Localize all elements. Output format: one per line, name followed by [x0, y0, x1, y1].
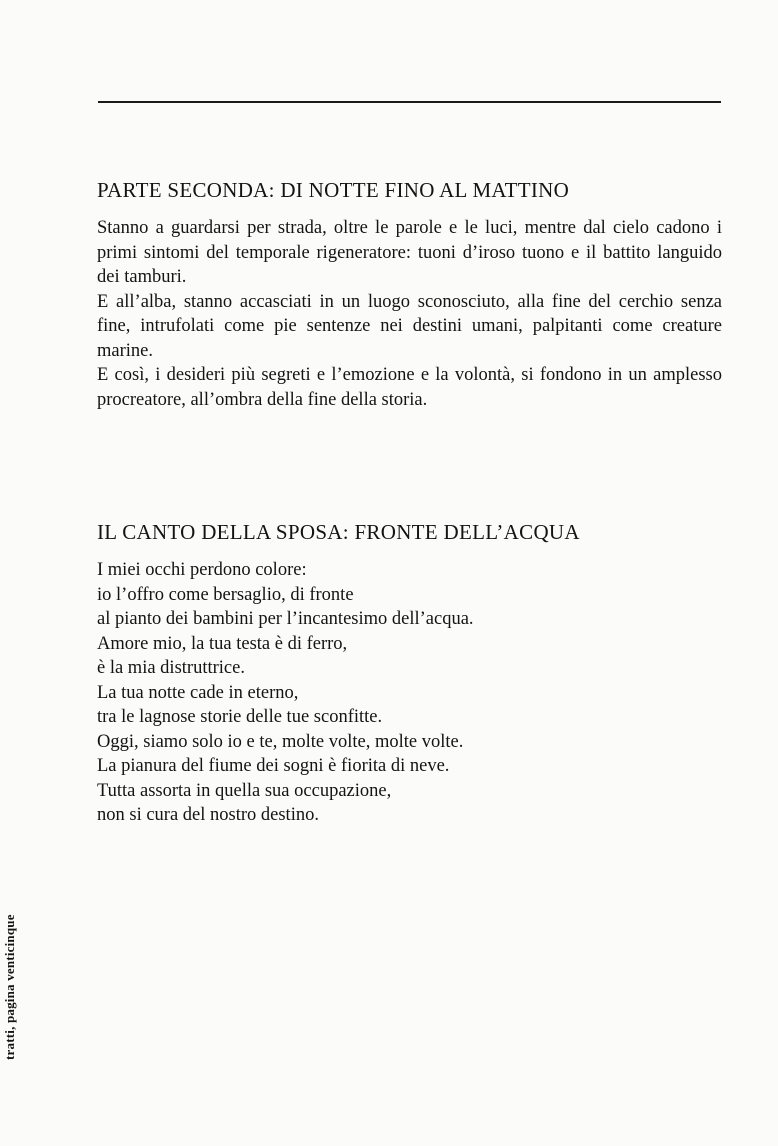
verse-line: tra le lagnose storie delle tue sconfitte.	[97, 707, 383, 727]
verse-line: io l’offro come bersaglio, di fronte	[97, 584, 354, 605]
verse-line: è la mia distruttrice.	[97, 658, 245, 678]
verse-line: La pianura del fiume dei sogni è fiorita di neve.	[97, 756, 450, 776]
paragraph: E all’alba, stanno accasciati in un luogo sconosciuto, alla fine del cerchio senza fine, intrufolati come pie sentenze nei destini umani, palpitanti come creature marine.	[97, 291, 722, 361]
paragraph: Stanno a guardarsi per strada, oltre le parole e le luci, mentre dal cielo cadono i primi sintomi del temporale rigeneratore: tuoni d’iroso tuono e il battito languido dei tamburi.	[97, 218, 722, 287]
paragraph: E così, i desideri più segreti e l’emozione e la volontà, si fondono in un amplesso procreatore, all’ombra della fine della storia.	[97, 365, 722, 410]
verse-line: al pianto dei bambini per l’incantesimo dell’acqua.	[97, 609, 474, 629]
top-rule	[98, 101, 721, 103]
page-footer: tratti, pagina venticinque	[2, 914, 17, 1060]
section-title-parte-seconda: PARTE SECONDA: DI NOTTE FINO AL MATTINO	[97, 178, 570, 202]
verse-line: non si cura del nostro destino.	[97, 805, 319, 825]
verse-line: Oggi, siamo solo io e te, molte volte, molte volte.	[97, 731, 464, 752]
verse-line: La tua notte cade in eterno,	[97, 682, 299, 703]
section-body-parte-seconda	[97, 216, 722, 412]
poem-verses	[97, 558, 474, 828]
verse-line: I miei occhi perdono colore:	[97, 560, 307, 580]
verse-line: Tutta assorta in quella sua occupazione,	[97, 780, 392, 801]
verse-line: Amore mio, la tua testa è di ferro,	[97, 633, 348, 654]
section-title-canto-della-sposa: IL CANTO DELLA SPOSA: FRONTE DELL’ACQUA	[97, 520, 580, 544]
